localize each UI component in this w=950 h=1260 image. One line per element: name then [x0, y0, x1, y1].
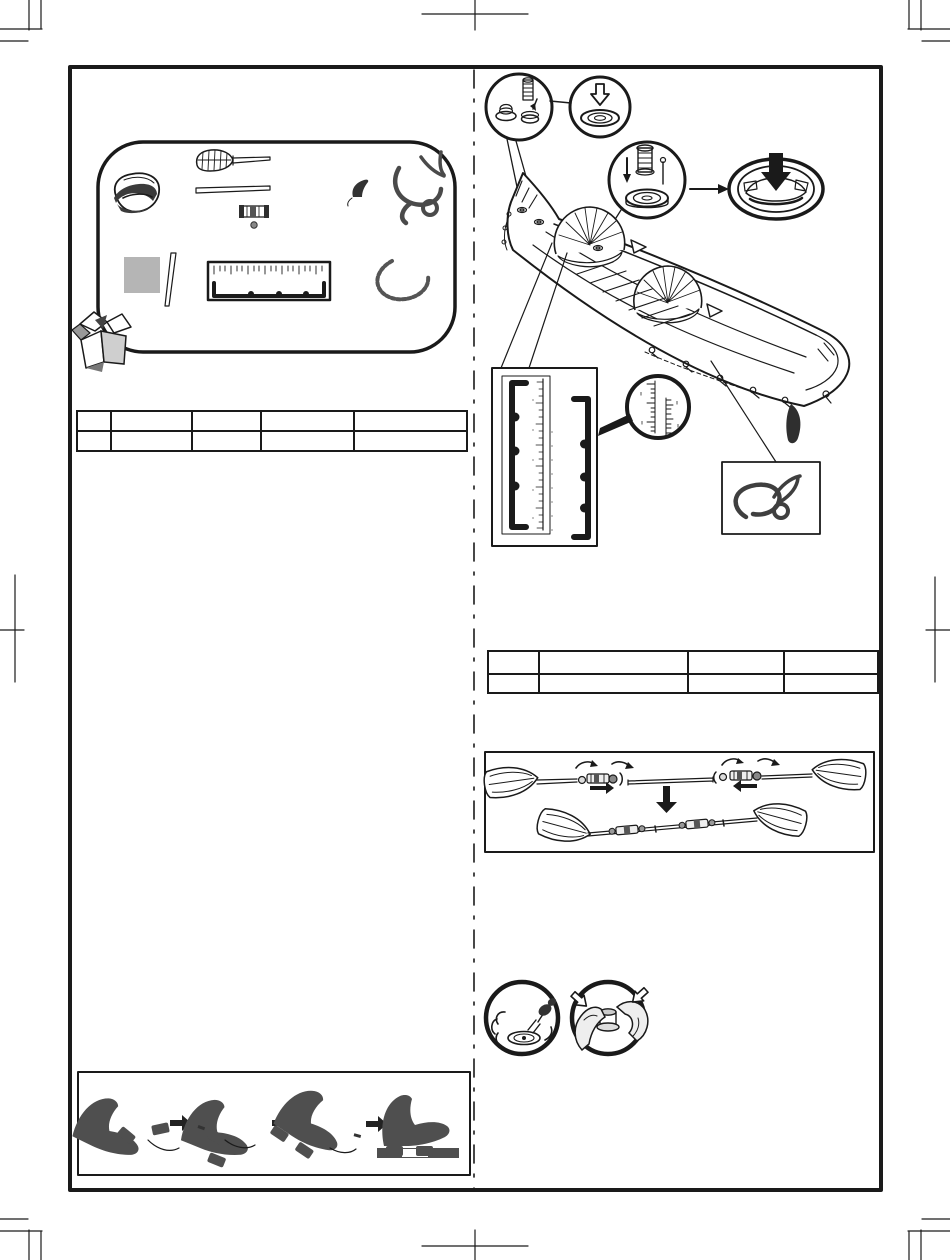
push-down-arrow-icon: [591, 84, 609, 105]
table-cell: [262, 412, 355, 432]
table-cell: [689, 652, 785, 675]
table-cell: [262, 432, 355, 450]
paddle-blade-icon: [197, 150, 270, 171]
scale-magnifier-detail: [627, 376, 689, 438]
valve-recess-detail: [729, 153, 823, 219]
page-border: [70, 67, 881, 1190]
fin-install-figure: [71, 1072, 470, 1175]
table-cell: [193, 412, 262, 432]
assemble-down-arrow-icon: [656, 802, 677, 813]
deflation-icons: [486, 982, 650, 1054]
table-cell: [355, 412, 466, 432]
stern-rope-panel: [722, 462, 820, 534]
table-cell: [785, 652, 877, 675]
table-cell: [489, 652, 540, 675]
stern-fin: [786, 404, 800, 443]
kit-contents-figure: [72, 142, 455, 372]
paddle-assembly-figure: [483, 752, 874, 852]
finger-right: [617, 1002, 648, 1041]
carton-box-icon: [72, 312, 131, 372]
table-cell: [78, 412, 112, 432]
repair-patch-icon: [124, 257, 160, 293]
hull-scale-panel: [492, 368, 633, 546]
table-cell: [112, 412, 193, 432]
table-cell: [112, 432, 193, 450]
skeg-fin-icon: [348, 180, 369, 206]
table-cell: [540, 675, 689, 692]
parts-table: [76, 410, 468, 452]
tiny-number-marks: [640, 392, 679, 428]
paddle-connector-icon: [239, 205, 269, 228]
carry-bag-icon: [114, 173, 159, 213]
inflation-scale-icon: [208, 262, 330, 300]
table-cell: [785, 675, 877, 692]
spec-table: [487, 650, 879, 694]
fin-step-1: [71, 1090, 154, 1165]
table-cell: [489, 675, 540, 692]
table-cell: [78, 432, 112, 450]
table-cell: [193, 432, 262, 450]
rope-icon: [377, 261, 428, 299]
bow-rope-ring-icon: [395, 152, 444, 223]
valve-insert-circle: [486, 74, 552, 140]
press-arrow-icon: [761, 172, 791, 191]
slide-left-arrow-icon: [733, 780, 757, 792]
table-cell: [689, 675, 785, 692]
fin-step-4: [377, 1095, 459, 1158]
paddle-shaft-icon: [196, 186, 270, 193]
table-cell: [355, 432, 466, 450]
batten-icon: [165, 253, 176, 306]
table-cell: [540, 652, 689, 675]
slide-right-arrow-icon: [590, 782, 614, 794]
fin-step-3: [267, 1080, 357, 1168]
